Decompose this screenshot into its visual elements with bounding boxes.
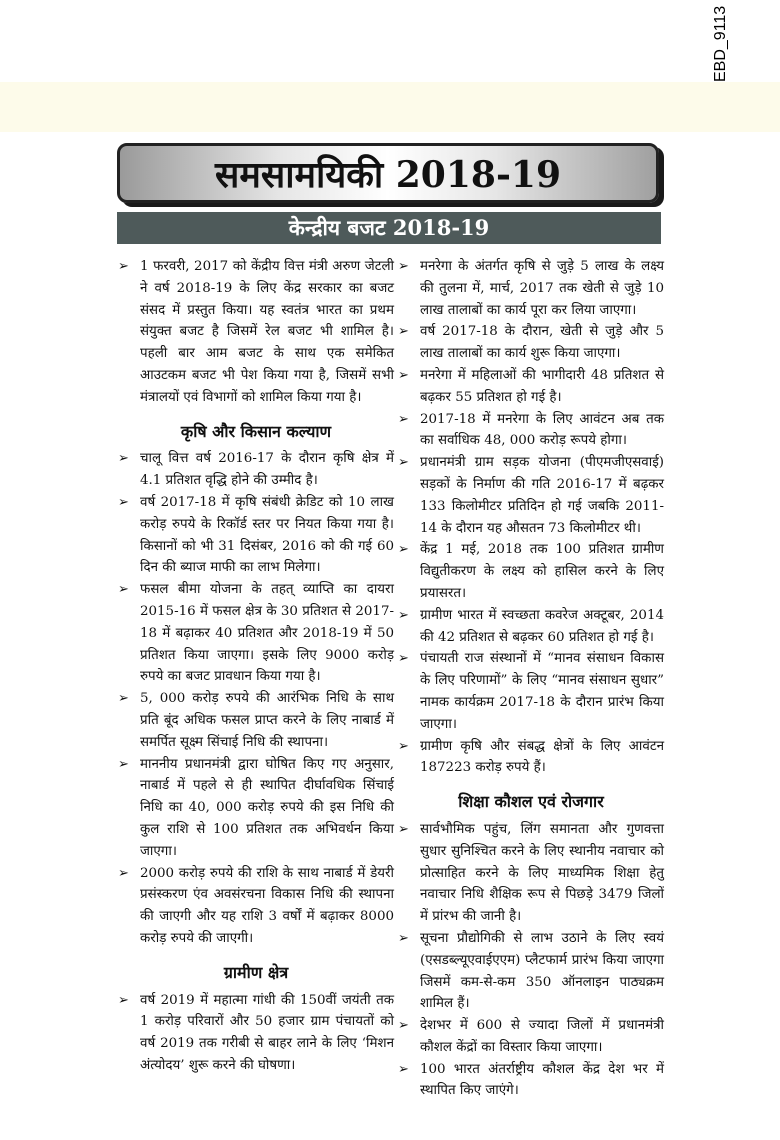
heading-education-skills: शिक्षा कौशल एवं रोजगार [458, 792, 604, 812]
bullet-item [118, 688, 394, 753]
page-code: EBD_9113 [712, 5, 729, 82]
bullet-item [398, 928, 664, 1015]
arrow-bullet-icon: ➢ [398, 542, 409, 558]
heading-rural: ग्रामीण क्षेत्र [223, 962, 289, 982]
left-column [118, 256, 394, 1077]
arrow-bullet-icon: ➢ [398, 930, 409, 946]
bullet-text: सार्वभौमिक पहुंच, लिंग समानता और गुणवत्ता सुधार सुनिश्चित करने के लिए स्थानीय नवाचार को प्रोत्साहित करने के लिए माध्यमिक शिक्षा हेतु नवाचार निधि शैक्षिक रूप से पिछड़े 3479 जिलों में प्रांरभ की जानी है। [420, 821, 664, 925]
arrow-bullet-icon: ➢ [118, 691, 129, 707]
bullet-text: 5, 000 करोड़ रुपये की आरंभिक निधि के साथ प्रति बूंद अधिक फसल प्राप्त करने के लिए नाबार्ड में समर्पित सूक्ष्म सिंचाई निधि की स्थापना। [140, 691, 394, 750]
bullet-item [398, 365, 664, 409]
bullet-text: 2000 करोड़ रुपये की राशि के साथ नाबार्ड में डेयरी प्रसंस्करण एंव अवसंरचना विकास निधि की स्थापना की जाएगी और यह राशि 3 वर्षों में बढ़ाकर 8000 करोड़ रुपये की जाएगी। [140, 865, 394, 946]
bullet-item [118, 579, 394, 688]
arrow-bullet-icon: ➢ [118, 865, 129, 881]
bullet-text: चालू वित्त वर्ष 2016-17 के दौरान कृषि क्षेत्र में 4.1 प्रतिशत वृद्धि होने की उम्मीद है। [140, 451, 394, 489]
bullet-item [118, 990, 394, 1077]
bullet-text: सूचना प्रौद्योगिकी से लाभ उठाने के लिए स्वयं (एसडब्ल्यूएवाईएएम) प्लैटफार्म प्रारंभ किया जाएगा जिसमें कम-से-कम 350 ऑनलाइन पाठ्यक्रम शामिल हैं। [420, 930, 664, 1012]
bullet-item [398, 736, 664, 780]
bullet-item [398, 1015, 664, 1059]
arrow-bullet-icon: ➢ [398, 607, 409, 623]
bullet-text: ग्रामीण कृषि और संबद्ध क्षेत्रों के लिए आवंटन 187223 करोड़ रुपये हैं। [420, 738, 664, 776]
arrow-bullet-icon: ➢ [398, 367, 409, 383]
arrow-bullet-icon: ➢ [398, 259, 409, 274]
arrow-bullet-icon: ➢ [398, 738, 409, 754]
bullet-text: माननीय प्रधानमंत्री द्वारा घोषित किए गए अनुसार, नाबार्ड में पहले से ही स्थापित दीर्घावधिक सिंचाई निधि का 40, 000 करोड़ रुपये की इस निधि की कुल राशि से 100 प्रतिशत तक अभिवर्धन किया जाएगा। [140, 756, 394, 859]
arrow-bullet-icon: ➢ [118, 259, 129, 274]
bullet-item [118, 754, 394, 863]
bullet-text: वर्ष 2017-18 के दौरान, खेती से जुड़े और 5 लाख तालाबों का कार्य शुरू किया जाएगा। [420, 324, 664, 362]
bullet-text: प्रधानमंत्री ग्राम सड़क योजना (पीएमजीएसवाई) सड़कों के निर्माण की गति 2016-17 में बढ़कर 133 किलोमीटर प्रतिदिन हो गई जबकि 2011-14 के दौरान यह औसतन 73 किलोमीटर थी। [420, 455, 664, 536]
arrow-bullet-icon: ➢ [398, 651, 409, 667]
arrow-bullet-icon: ➢ [398, 411, 409, 427]
arrow-bullet-icon: ➢ [398, 324, 409, 340]
section-banner-title: केन्द्रीय बजट 2018-19 [288, 215, 490, 240]
bullet-item [118, 256, 394, 409]
arrow-bullet-icon: ➢ [118, 494, 129, 510]
bullet-text: मनरेगा में महिलाओं की भागीदारी 48 प्रतिशत से बढ़कर 55 प्रतिशत हो गई है। [420, 367, 664, 405]
bullet-item [398, 819, 664, 928]
bullet-item [398, 648, 664, 735]
bullet-text: केंद्र 1 मई, 2018 तक 100 प्रतिशत ग्रामीण विद्युतीकरण के लक्ष्य को हासिल करने के लिए प्रयासरत। [420, 542, 664, 601]
arrow-bullet-icon: ➢ [398, 1061, 409, 1077]
bullet-text: ग्रामीण भारत में स्वच्छता कवरेज अक्टूबर, 2014 की 42 प्रतिशत से बढ़कर 60 प्रतिशत हो गई है। [420, 607, 664, 645]
top-band [0, 82, 780, 132]
bullet-item [398, 321, 664, 365]
arrow-bullet-icon: ➢ [118, 992, 129, 1008]
bullet-text: 1 फरवरी, 2017 को केंद्रीय वित्त मंत्री अरुण जेटली ने वर्ष 2018-19 के लिए केंद्र सरकार का बजट संसद में प्रस्तुत किया। यह स्वतंत्र भारत का प्रथम संयुक्त बजट है जिसमें रेल बजट भी शामिल है। पहली बार आम बजट के साथ एक समेकित आउटकम बजट भी पेश किया गया है, जिसमें सभी मंत्रालयों एवं विभागों को शामिल किया गया है। [140, 259, 394, 405]
arrow-bullet-icon: ➢ [118, 756, 129, 772]
section-banner [117, 212, 661, 244]
page-title-box [117, 143, 659, 203]
bullet-item [398, 605, 664, 649]
bullet-item [398, 409, 664, 453]
bullet-text: 100 भारत अंतर्राष्ट्रीय कौशल केंद्र देश भर में स्थापित किए जाएंगे। [420, 1061, 664, 1099]
bullet-item [398, 1059, 664, 1103]
bullet-item [118, 863, 394, 950]
bullet-text: 2017-18 में मनरेगा के लिए आवंटन अब तक का सर्वाधिक 48, 000 करोड़ रूपये होगा। [420, 411, 664, 449]
arrow-bullet-icon: ➢ [398, 1018, 409, 1034]
heading-agriculture: कृषि और किसान कल्याण [180, 421, 332, 441]
bullet-text: पंचायती राज संस्थानों में “मानव संसाधन विकास के लिए परिणामों” के लिए “मानव संसाधन सुधार” नामक कार्यक्रम 2017-18 के दौरान प्रारंभ किया जाएगा। [420, 651, 664, 732]
bullet-item [398, 256, 664, 321]
arrow-bullet-icon: ➢ [398, 821, 409, 837]
bullet-text: फसल बीमा योजना के तहत् व्याप्ति का दायरा 2015-16 में फसल क्षेत्र के 30 प्रतिशत से 2017-18 में बढ़ाकर 40 प्रतिशत और 2018-19 में 50 प्रतिशत किया जाएगा। इसके लिए 9000 करोड़ रुपये का बजट प्रावधान किया गया है। [140, 582, 394, 685]
bullet-item [118, 492, 394, 579]
page-title: समसामयिकी 2018-19 [215, 153, 561, 196]
bullet-text: मनरेगा के अंतर्गत कृषि से जुड़े 5 लाख के लक्ष्य की तुलना में, मार्च, 2017 तक खेती से जुड़े 10 लाख तालाबों का कार्य पूरा कर लिया जाएगा। [420, 259, 664, 318]
arrow-bullet-icon: ➢ [118, 451, 129, 467]
bullet-text: वर्ष 2019 में महात्मा गांधी की 150वीं जयंती तक 1 करोड़ परिवारों और 50 हजार ग्राम पंचायतों को वर्ष 2019 तक गरीबी से बाहर लाने के लिए ‘मिशन अंत्योदय’ शुरू करने की घोषणा। [140, 992, 394, 1073]
right-column [398, 256, 664, 1102]
arrow-bullet-icon: ➢ [398, 455, 409, 471]
bullet-text: वर्ष 2017-18 में कृषि संबंधी क्रेडिट को 10 लाख करोड़ रुपये के रिकॉर्ड स्तर पर नियत किया गया है। किसानों को भी 31 दिसंबर, 2016 को की गई 60 दिन की ब्याज माफी का लाभ मिलेगा। [140, 494, 394, 576]
bullet-item [398, 452, 664, 539]
arrow-bullet-icon: ➢ [118, 582, 129, 598]
bullet-item [398, 539, 664, 604]
bullet-text: देशभर में 600 से ज्यादा जिलों में प्रधानमंत्री कौशल केंद्रों का विस्तार किया जाएगा। [420, 1018, 664, 1055]
bullet-item [118, 448, 394, 492]
